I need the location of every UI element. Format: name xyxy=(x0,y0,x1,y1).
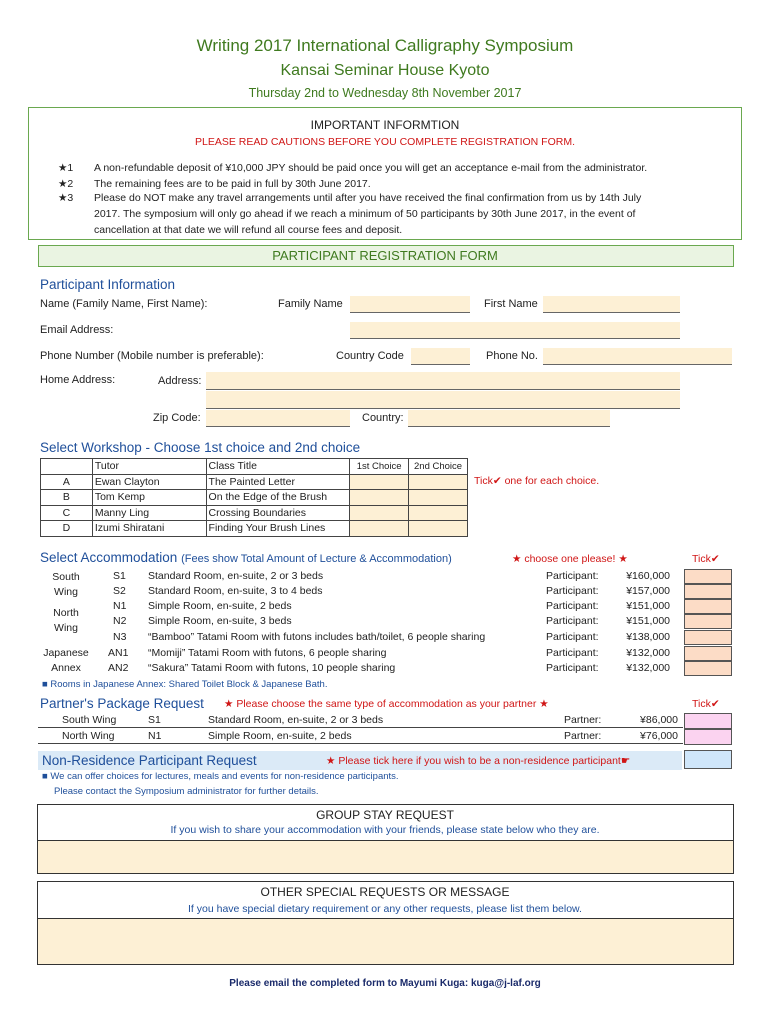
room-price: ¥151,000 xyxy=(626,600,670,612)
accommodation-tick-box[interactable] xyxy=(684,584,732,599)
partner-tick-label: Tick✔ xyxy=(692,698,720,710)
form-title: PARTICIPANT REGISTRATION FORM xyxy=(272,248,498,263)
room-desc: Simple Room, en-suite, 3 beds xyxy=(148,615,292,627)
list-item xyxy=(0,569,770,584)
list-item xyxy=(0,599,770,614)
workshop-title: The Painted Letter xyxy=(206,474,350,490)
table-row xyxy=(41,521,468,537)
table-header-row xyxy=(41,459,468,475)
room-code: N1 xyxy=(113,600,127,612)
table-row xyxy=(41,490,468,506)
other-requests-desc: If you have special dietary requirement or any other requests, please list them below. xyxy=(188,903,582,915)
item-text: A non-refundable deposit of ¥10,000 JPY should be paid once you will get an acceptance e-mail from the administrator. xyxy=(94,162,648,174)
first-choice-cell-a[interactable] xyxy=(350,474,409,490)
page-title: Writing 2017 International Calligraphy Symposium xyxy=(196,36,574,55)
group-stay-heading: GROUP STAY REQUEST xyxy=(316,808,454,822)
room-desc: Simple Room, en-suite, 2 beds xyxy=(148,600,292,612)
workshop-title: Finding Your Brush Lines xyxy=(206,521,350,537)
accommodation-tick-box[interactable] xyxy=(684,614,732,629)
room-desc: Standard Room, en-suite, 3 to 4 beds xyxy=(148,585,323,597)
room-who: Participant: xyxy=(546,585,599,597)
item-marker: ★2 xyxy=(58,178,74,190)
room-desc: Standard Room, en-suite, 2 or 3 beds xyxy=(148,570,324,582)
home-address-label: Home Address: xyxy=(40,374,116,386)
room-who: Participant: xyxy=(546,570,599,582)
room-desc: “Sakura” Tatami Room with futons, 10 people sharing xyxy=(148,662,396,674)
room-desc: “Momiji” Tatami Room with futons, 6 people sharing xyxy=(148,647,387,659)
list-item xyxy=(0,661,770,676)
accommodation-tick-label: Tick✔ xyxy=(692,553,720,565)
workshop-tutor: Manny Ling xyxy=(92,505,206,521)
partner-heading: Partner's Package Request xyxy=(40,696,204,711)
group-label: Wing xyxy=(54,622,78,634)
workshop-id: C xyxy=(41,505,93,521)
address-field-line1[interactable] xyxy=(206,372,680,390)
partner-code: S1 xyxy=(148,714,161,726)
second-choice-cell-d[interactable] xyxy=(409,521,468,537)
family-name-label: Family Name xyxy=(278,298,343,310)
email-field[interactable] xyxy=(350,322,680,339)
partner-code: N1 xyxy=(148,730,162,742)
room-who: Participant: xyxy=(546,647,599,659)
room-price: ¥138,000 xyxy=(626,631,670,643)
partner-tick-box-n1[interactable] xyxy=(684,729,732,745)
room-who: Participant: xyxy=(546,631,599,643)
accommodation-tick-box[interactable] xyxy=(684,646,732,661)
partner-who: Partner: xyxy=(564,714,602,726)
zip-code-label: Zip Code: xyxy=(153,412,201,424)
name-label: Name (Family Name, First Name): xyxy=(40,298,208,310)
room-who: Participant: xyxy=(546,600,599,612)
partner-price: ¥76,000 xyxy=(640,730,678,742)
list-item xyxy=(0,630,770,645)
blank-header xyxy=(41,459,93,475)
room-who: Participant: xyxy=(546,615,599,627)
room-code: AN2 xyxy=(108,662,129,674)
footer-email: Please email the completed form to Mayumi Kuga: kuga@j-laf.org xyxy=(229,978,541,989)
workshop-tutor: Ewan Clayton xyxy=(92,474,206,490)
phone-no-field[interactable] xyxy=(543,348,732,365)
partner-desc: Simple Room, en-suite, 2 beds xyxy=(208,730,352,742)
important-item-2 xyxy=(58,178,738,190)
room-code: AN1 xyxy=(108,647,129,659)
workshop-title: On the Edge of the Brush xyxy=(206,490,350,506)
accommodation-tick-box[interactable] xyxy=(684,630,732,645)
first-name-field[interactable] xyxy=(543,296,680,313)
event-dates: Thursday 2nd to Wednesday 8th November 2017 xyxy=(248,86,522,100)
first-choice-cell-b[interactable] xyxy=(350,490,409,506)
participant-heading: Participant Information xyxy=(40,277,176,292)
non-residence-heading: Non-Residence Participant Request xyxy=(42,753,257,768)
workshop-tutor: Izumi Shiratani xyxy=(92,521,206,537)
group-label: Japanese xyxy=(43,647,89,659)
group-label: Annex xyxy=(51,662,81,674)
phone-label: Phone Number (Mobile number is preferable): xyxy=(40,350,264,362)
group-label: Wing xyxy=(54,586,78,598)
choose-one-note: ★ choose one please! ★ xyxy=(512,553,628,565)
first-name-label: First Name xyxy=(484,298,538,310)
accommodation-tick-box[interactable] xyxy=(684,599,732,614)
room-who: Participant: xyxy=(546,662,599,674)
address-label: Address: xyxy=(158,375,202,387)
email-label: Email Address: xyxy=(40,324,114,336)
room-price: ¥157,000 xyxy=(626,585,670,597)
room-price: ¥151,000 xyxy=(626,615,670,627)
item-text: The remaining fees are to be paid in full by 30th June 2017. xyxy=(94,178,371,190)
group-stay-desc: If you wish to share your accommodation with your friends, please state below who they are. xyxy=(170,824,600,836)
non-residence-tick-box[interactable] xyxy=(684,750,732,769)
list-item xyxy=(0,584,770,599)
room-desc: “Bamboo” Tatami Room with futons includes bath/toilet, 6 people sharing xyxy=(148,631,486,643)
accommodation-tick-box[interactable] xyxy=(684,661,732,676)
list-item xyxy=(38,729,683,744)
first-choice-cell-c[interactable] xyxy=(350,505,409,521)
room-price: ¥132,000 xyxy=(626,647,670,659)
col-class-title: Class Title xyxy=(206,459,350,475)
room-code: S2 xyxy=(113,585,126,597)
workshop-heading: Select Workshop - Choose 1st choice and 2nd choice xyxy=(40,440,361,455)
accommodation-heading xyxy=(40,550,452,565)
group-label: South xyxy=(52,571,80,583)
phone-no-label: Phone No. xyxy=(486,350,538,362)
accommodation-rows xyxy=(0,569,770,677)
first-choice-cell-d[interactable] xyxy=(350,521,409,537)
partner-price: ¥86,000 xyxy=(640,714,678,726)
room-code: N3 xyxy=(113,631,127,643)
non-residence-note: ★ Please tick here if you wish to be a non-residence participant☛ xyxy=(326,755,631,767)
second-choice-cell-a[interactable] xyxy=(409,474,468,490)
other-requests-heading: OTHER SPECIAL REQUESTS OR MESSAGE xyxy=(260,885,510,899)
partner-who: Partner: xyxy=(564,730,602,742)
non-residence-contact: Please contact the Symposium administrator for further details. xyxy=(54,786,319,797)
table-row xyxy=(41,474,468,490)
col-second-choice: 2nd Choice xyxy=(409,459,468,475)
partner-wing: North Wing xyxy=(62,730,115,742)
group-label: North xyxy=(53,607,79,619)
list-item xyxy=(38,713,683,728)
zip-code-field[interactable] xyxy=(206,410,350,427)
item-text: Please do NOT make any travel arrangements until after you have received the final confirmation from us by 14th July xyxy=(94,192,642,204)
second-choice-cell-c[interactable] xyxy=(409,505,468,521)
family-name-field[interactable] xyxy=(350,296,470,313)
annex-footnote: ■ Rooms in Japanese Annex: Shared Toilet Block & Japanese Bath. xyxy=(42,679,328,690)
room-code: S1 xyxy=(113,570,126,582)
accommodation-note: (Fees show Total Amount of Lecture & Accommodation) xyxy=(181,553,452,565)
important-item-1 xyxy=(58,162,738,174)
room-price: ¥132,000 xyxy=(626,662,670,674)
other-requests-input[interactable] xyxy=(38,918,733,964)
partner-tick-box-s1[interactable] xyxy=(684,713,732,729)
list-item xyxy=(0,646,770,661)
partner-note: ★ Please choose the same type of accommodation as your partner ★ xyxy=(224,698,549,710)
accommodation-title: Select Accommodation xyxy=(40,550,178,565)
group-stay-input[interactable] xyxy=(38,840,733,873)
country-code-field[interactable] xyxy=(411,348,470,365)
country-code-label: Country Code xyxy=(336,350,404,362)
partner-wing: South Wing xyxy=(62,714,117,726)
col-first-choice: 1st Choice xyxy=(350,459,409,475)
table-row xyxy=(41,505,468,521)
room-code: N2 xyxy=(113,615,127,627)
country-label: Country: xyxy=(362,412,404,424)
important-item-3-cont: 2017. The symposium will only go ahead if we reach a minimum of 50 participants by 30th June 2017, in the event of xyxy=(94,208,636,220)
country-field[interactable] xyxy=(408,410,610,427)
caution-text: PLEASE READ CAUTIONS BEFORE YOU COMPLETE REGISTRATION FORM. xyxy=(194,136,575,148)
item-marker: ★1 xyxy=(58,162,74,174)
workshop-id: B xyxy=(41,490,93,506)
item-marker: ★3 xyxy=(58,192,74,204)
address-field-line2[interactable] xyxy=(206,391,680,409)
workshop-table xyxy=(40,458,468,537)
partner-desc: Standard Room, en-suite, 2 or 3 beds xyxy=(208,714,384,726)
important-heading: IMPORTANT INFORMTION xyxy=(310,118,460,132)
room-price: ¥160,000 xyxy=(626,570,670,582)
non-residence-info: ■ We can offer choices for lectures, meals and events for non-residence participants. xyxy=(42,771,399,782)
accommodation-tick-box[interactable] xyxy=(684,569,732,584)
col-tutor: Tutor xyxy=(92,459,206,475)
important-item-3-cont2: cancellation at that date we will refund all course fees and deposit. xyxy=(94,224,403,236)
workshop-tutor: Tom Kemp xyxy=(92,490,206,506)
important-item-3 xyxy=(58,192,738,204)
workshop-id: A xyxy=(41,474,93,490)
workshop-id: D xyxy=(41,521,93,537)
page-subtitle: Kansai Seminar House Kyoto xyxy=(280,62,490,79)
workshop-title: Crossing Boundaries xyxy=(206,505,350,521)
second-choice-cell-b[interactable] xyxy=(409,490,468,506)
list-item xyxy=(0,614,770,629)
tick-note: Tick✔ one for each choice. xyxy=(474,475,600,487)
